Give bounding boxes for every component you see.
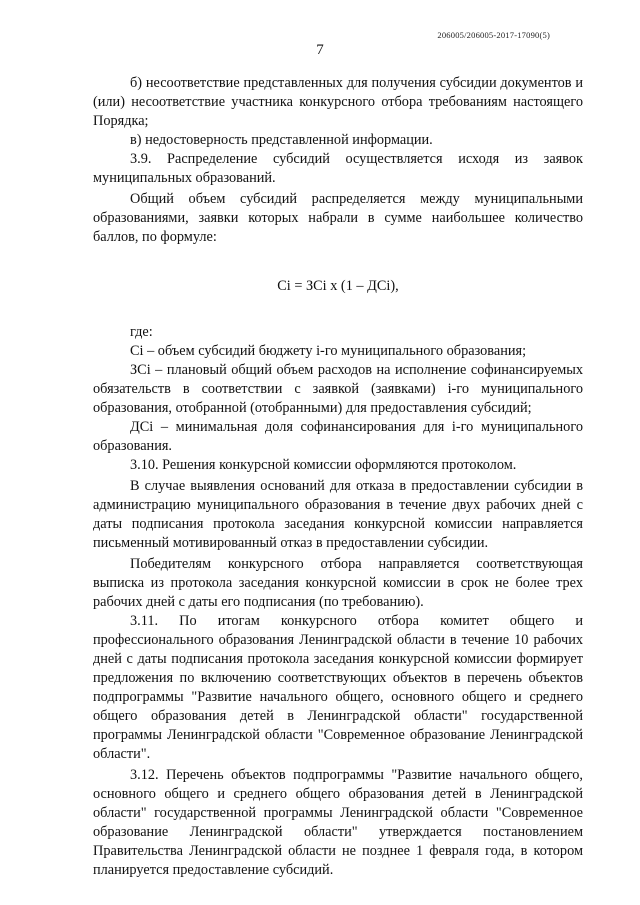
document-registration-code: 206005/206005-2017-17090(5) <box>437 30 550 40</box>
document-body <box>93 74 583 880</box>
paragraph-3-9: 3.9. Распределение субсидий осуществляется исходя из заявок муниципальных образований. <box>93 151 583 186</box>
subsidy-formula: Ci = ЗCi x (1 – ДCi), <box>277 278 399 294</box>
definition-zci: ЗCi – плановый общий объем расходов на исполнение софинансируемых обязательств в соответствии с заявкой (заявками) i-го муниципального образования, отобранной (отобранными) для предоставления субсидий; <box>93 362 583 416</box>
paragraph-3-10: 3.10. Решения конкурсной комиссии оформляются протоколом. <box>130 457 517 473</box>
paragraph-3-12: 3.12. Перечень объектов подпрограммы "Развитие начального общего, основного общего и среднего общего образования детей в Ленинградской области" государственной программы Ленинградской области "Современное образование Ленинградской области" утверждается постановлением Правительства Ленинградской области не позднее 1 февраля года, в котором планируется предоставление субсидий. <box>93 767 583 878</box>
paragraph-refusal: В случае выявления оснований для отказа в предоставлении субсидии в администрацию муниципального образования в течение двух рабочих дней с даты подписания протокола заседания конкурсной комиссии направляется письменный мотивированный отказ в предоставлении субсидии. <box>93 478 583 551</box>
page-number: 7 <box>316 42 324 58</box>
paragraph-reason-v: в) недостоверность представленной информации. <box>130 132 433 148</box>
definition-dci: ДCi – минимальная доля софинансирования для i-го муниципального образования. <box>93 419 583 454</box>
paragraph-reason-b: б) несоответствие представленных для получения субсидии документов и (или) несоответствие участника конкурсного отбора требованиям настоящего Порядка; <box>93 75 583 129</box>
paragraph-where: где: <box>130 324 153 340</box>
definition-ci: Ci – объем субсидий бюджету i-го муниципального образования; <box>130 343 527 359</box>
paragraph-winners-extract: Победителям конкурсного отбора направляется соответствующая выписка из протокола заседания конкурсной комиссии в срок не более трех рабочих дней с даты его подписания (по требованию). <box>93 556 583 610</box>
paragraph-3-11: 3.11. По итогам конкурсного отбора комитет общего и профессионального образования Ленинградской области в течение 10 рабочих дней с даты подписания протокола заседания конкурсной комиссии формирует предложения по включению соответствующих объектов в перечень объектов подпрограммы "Развитие начального общего, основного общего и среднего общего образования детей в Ленинградской области" государственной программы Ленинградской области "Современное образование Ленинградской области". <box>93 613 583 762</box>
paragraph-total-volume: Общий объем субсидий распределяется между муниципальными образованиями, заявки которых набрали в сумме наибольшее количество баллов, по формуле: <box>93 191 583 245</box>
